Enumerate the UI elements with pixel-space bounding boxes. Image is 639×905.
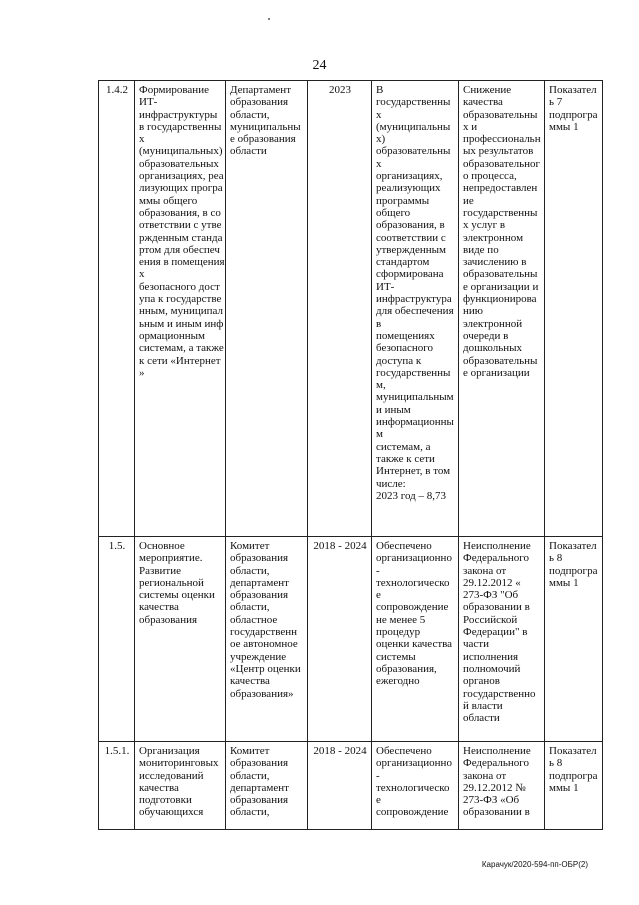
measure-name-line: (муниципальных): [139, 145, 223, 158]
expected-result-line: технологическо: [376, 576, 450, 589]
executor-line: Комитет: [230, 745, 270, 757]
indicator-link-line: ь 8: [549, 757, 563, 770]
expected-result-line: х: [376, 108, 382, 121]
executor-line: образования: [230, 552, 289, 565]
measure-name-line: х: [139, 268, 145, 281]
measure-name-line: региональной: [139, 576, 204, 589]
expected-result-line: реализующих: [376, 182, 441, 195]
table-row: [99, 742, 603, 830]
non-implementation-consequences-line: е организации: [463, 366, 530, 379]
indicator-link-line: Показател: [549, 745, 597, 757]
measure-name-line: организациях, реа: [139, 170, 224, 183]
non-implementation-consequences-line: образовании в: [463, 601, 530, 614]
measure-name-line: ртом для обеспеч: [139, 243, 220, 256]
executor-line: ое автономное: [230, 638, 298, 651]
non-implementation-consequences-line: электронной: [463, 317, 523, 330]
non-implementation-consequences-line: государственно: [463, 687, 536, 700]
expected-result-line: в: [376, 317, 382, 330]
expected-result-line: и иным: [376, 403, 411, 416]
expected-result-line: образования, в: [376, 219, 445, 232]
non-implementation-consequences-line: образовательног: [463, 157, 540, 170]
expected-result-line: х): [376, 133, 386, 146]
measure-name-line: к сети «Интернет: [139, 354, 221, 367]
measure-name-line: в государственны: [139, 120, 222, 133]
measure-name-line: ьным и иным инф: [139, 317, 224, 330]
executor-line: образования: [230, 96, 289, 109]
executor-cell: [226, 742, 308, 830]
non-implementation-consequences-line: е организации и: [463, 280, 539, 293]
measure-name-line: х: [139, 133, 145, 146]
expected-result-cell: [372, 537, 459, 742]
measure-name-line: образования: [139, 613, 198, 626]
non-implementation-consequences-cell: [459, 742, 545, 830]
executor-line: учреждение: [230, 650, 287, 663]
indicator-link-line: Показател: [549, 84, 597, 96]
non-implementation-consequences-line: области: [463, 712, 500, 725]
executor-line: области,: [230, 769, 270, 782]
non-implementation-consequences-line: Федерального: [463, 552, 530, 565]
measure-name-line: ответствии с утве: [139, 219, 222, 232]
executor-line: области,: [230, 601, 270, 614]
measure-name-line: системы оценки: [139, 589, 215, 602]
expected-result-line: образования,: [376, 662, 437, 675]
expected-result-line: общего: [376, 206, 411, 219]
expected-result-line: соответствии с: [376, 231, 446, 244]
expected-result-line: Интернет, в том: [376, 465, 451, 478]
expected-result-line: доступа к: [376, 354, 422, 367]
measure-name-line: нным, муниципал: [139, 305, 223, 318]
scan-speck: [268, 18, 270, 20]
non-implementation-consequences-line: органов: [463, 675, 500, 688]
executor-line: е образования: [230, 133, 296, 146]
expected-result-line: организационно: [376, 757, 452, 770]
expected-result-line: образовательны: [376, 145, 451, 158]
measure-name-line: системам, а также: [139, 342, 224, 355]
non-implementation-consequences-line: исполнения: [463, 650, 519, 663]
measure-name-cell: [135, 742, 226, 830]
non-implementation-consequences-cell: [459, 537, 545, 742]
expected-result-line: Обеспечено: [376, 745, 432, 757]
measure-name-line: Формирование: [139, 84, 209, 96]
non-implementation-consequences-cell: [459, 81, 545, 537]
non-implementation-consequences-line: х услуг в: [463, 219, 506, 232]
non-implementation-consequences-line: профессиональн: [463, 133, 541, 146]
non-implementation-consequences-line: Российской: [463, 613, 518, 626]
indicator-link-line: ь 7: [549, 96, 563, 109]
measure-name-line: Основное: [139, 540, 185, 552]
expected-result-line: сопровождение: [376, 806, 449, 819]
executor-cell: [226, 81, 308, 537]
measure-name-line: Развитие: [139, 564, 182, 577]
expected-result-line: х: [376, 157, 382, 170]
non-implementation-consequences-line: ых результатов: [463, 145, 534, 158]
non-implementation-consequences-line: ие: [463, 194, 474, 207]
executor-line: области,: [230, 108, 270, 121]
expected-result-cell: [372, 742, 459, 830]
non-implementation-consequences-line: нию: [463, 305, 483, 318]
measure-name-line: упа к государстве: [139, 293, 222, 306]
expected-result-line: государственны: [376, 366, 451, 379]
executor-line: государственн: [230, 626, 298, 639]
indicator-link-line: подпрогра: [549, 769, 598, 782]
non-implementation-consequences-line: 29.12.2012 №: [463, 781, 526, 794]
expected-result-line: ИТ-: [376, 280, 395, 293]
executor-line: департамент: [230, 576, 289, 589]
non-implementation-consequences-line: Снижение: [463, 84, 512, 96]
measure-name-line: мониторинговых: [139, 757, 219, 770]
indicator-link-line: ммы 1: [549, 576, 579, 589]
non-implementation-consequences-line: закона от: [463, 564, 507, 577]
indicator-link-line: подпрогра: [549, 108, 598, 121]
non-implementation-consequences-line: непредоставлен: [463, 182, 538, 195]
expected-result-line: Обеспечено: [376, 540, 432, 552]
non-implementation-consequences-line: закона от: [463, 769, 507, 782]
expected-result-line: муниципальным: [376, 391, 454, 404]
expected-result-line: сформирована: [376, 268, 444, 281]
expected-result-line: помещениях: [376, 329, 435, 342]
non-implementation-consequences-line: качества: [463, 96, 503, 109]
executor-line: области,: [230, 564, 270, 577]
measure-name-line: безопасного дост: [139, 280, 220, 293]
table-row: [99, 537, 603, 742]
indicator-link-line: ммы 1: [549, 120, 579, 133]
table-row: [99, 81, 603, 537]
expected-result-line: м: [376, 428, 383, 441]
expected-result-line: информационны: [376, 416, 454, 429]
executor-line: области: [230, 145, 267, 158]
non-implementation-consequences-line: 29.12.2012 «: [463, 576, 521, 589]
non-implementation-consequences-line: виде по: [463, 243, 499, 256]
expected-result-line: организационно: [376, 552, 452, 565]
measure-name-cell: [135, 537, 226, 742]
measure-name-line: ржденным станда: [139, 231, 223, 244]
measure-name-line: исследований: [139, 769, 204, 782]
measure-name-line: Организация: [139, 745, 200, 757]
measure-name-line: ИТ-: [139, 96, 158, 109]
non-implementation-consequences-line: очереди в: [463, 329, 509, 342]
non-implementation-consequences-line: зачислению в: [463, 256, 527, 269]
non-implementation-consequences-line: дошкольных: [463, 342, 522, 355]
non-implementation-consequences-line: электронном: [463, 231, 524, 244]
measure-name-line: подготовки: [139, 794, 192, 807]
measure-name-line: образования, в со: [139, 206, 221, 219]
expected-result-line: процедур: [376, 626, 421, 639]
measure-name-line: ммы общего: [139, 194, 198, 207]
non-implementation-consequences-line: образовательны: [463, 354, 538, 367]
non-implementation-consequences-line: функционирова: [463, 293, 537, 306]
executor-line: Комитет: [230, 540, 270, 552]
executor-line: образования: [230, 757, 289, 770]
period-cell: 2018 - 2024: [308, 537, 372, 742]
measure-name-cell: [135, 81, 226, 537]
expected-result-line: инфраструктура: [376, 293, 452, 306]
expected-result-line: оценки качества: [376, 638, 453, 651]
non-implementation-consequences-line: Федерального: [463, 757, 530, 770]
row-number-cell: 1.5.1.: [99, 742, 135, 830]
non-implementation-consequences-line: 273-ФЗ "Об: [463, 589, 519, 602]
executor-line: муниципальны: [230, 120, 301, 133]
expected-result-line: утвержденным: [376, 243, 447, 256]
measure-name-line: обучающихся: [139, 806, 204, 819]
expected-result-line: системам, а: [376, 440, 431, 453]
measure-name-line: инфраструктуры: [139, 108, 218, 121]
measure-name-line: ения в помещения: [139, 256, 225, 269]
period-cell: 2023: [308, 81, 372, 537]
indicator-link-cell: [545, 81, 603, 537]
expected-result-line: числе:: [376, 477, 406, 490]
executor-line: Департамент: [230, 84, 292, 96]
expected-result-line: -: [376, 769, 380, 782]
expected-result-line: В: [376, 84, 384, 96]
non-implementation-consequences-line: полномочий: [463, 662, 521, 675]
non-implementation-consequences-line: образовательны: [463, 108, 538, 121]
executor-line: качества: [230, 675, 270, 688]
non-implementation-consequences-line: Неисполнение: [463, 540, 531, 552]
expected-result-line: -: [376, 564, 380, 577]
non-implementation-consequences-line: 273-ФЗ «Об: [463, 794, 520, 807]
expected-result-line: м,: [376, 379, 386, 392]
expected-result-cell: [372, 81, 459, 537]
executor-line: «Центр оценки: [230, 662, 301, 675]
non-implementation-consequences-line: о процесса,: [463, 170, 517, 183]
executor-line: департамент: [230, 781, 289, 794]
expected-result-line: программы: [376, 194, 430, 207]
measure-name-line: образовательных: [139, 157, 219, 170]
expected-result-line: не менее 5: [376, 613, 426, 626]
measure-name-line: лизующих програ: [139, 182, 223, 195]
expected-result-line: стандартом: [376, 256, 430, 269]
executor-line: образования»: [230, 687, 294, 700]
expected-result-line: для обеспечения: [376, 305, 454, 318]
indicator-link-cell: [545, 742, 603, 830]
indicator-link-line: ь 8: [549, 552, 563, 565]
expected-result-line: (муниципальны: [376, 120, 451, 133]
executor-line: областное: [230, 613, 278, 626]
page-number: 24: [312, 58, 327, 73]
expected-result-line: государственны: [376, 96, 451, 109]
executor-line: образования: [230, 794, 289, 807]
non-implementation-consequences-line: й власти: [463, 699, 503, 712]
non-implementation-consequences-line: образовании в: [463, 806, 530, 819]
non-implementation-consequences-line: Неисполнение: [463, 745, 531, 757]
indicator-link-line: ммы 1: [549, 781, 579, 794]
expected-result-line: сопровождение: [376, 601, 449, 614]
measure-name-line: мероприятие.: [139, 552, 203, 565]
indicator-link-line: Показател: [549, 540, 597, 552]
expected-result-line: системы: [376, 650, 416, 663]
indicator-link-cell: [545, 537, 603, 742]
expected-result-line: также к сети: [376, 452, 435, 465]
measures-table: [98, 80, 603, 830]
non-implementation-consequences-line: образовательны: [463, 268, 538, 281]
measure-name-line: качества: [139, 781, 179, 794]
expected-result-line: организациях,: [376, 170, 443, 183]
non-implementation-consequences-line: государственны: [463, 206, 538, 219]
expected-result-line: е: [376, 794, 381, 807]
period-cell: 2018 - 2024: [308, 742, 372, 830]
measure-name-line: »: [139, 366, 145, 379]
measure-name-line: ормационным: [139, 329, 205, 342]
expected-result-line: безопасного: [376, 342, 434, 355]
indicator-link-line: подпрогра: [549, 564, 598, 577]
measure-name-line: качества: [139, 601, 179, 614]
non-implementation-consequences-line: части: [463, 638, 489, 651]
expected-result-line: технологическо: [376, 781, 450, 794]
expected-result-line: 2023 год – 8,73: [376, 489, 447, 502]
non-implementation-consequences-line: х и: [463, 120, 478, 133]
row-number-cell: 1.4.2: [99, 81, 135, 537]
row-number-cell: 1.5.: [99, 537, 135, 742]
executor-cell: [226, 537, 308, 742]
executor-line: образования: [230, 589, 289, 602]
expected-result-line: е: [376, 589, 381, 602]
non-implementation-consequences-line: Федерации" в: [463, 626, 528, 639]
expected-result-line: ежегодно: [376, 675, 420, 688]
executor-line: области,: [230, 806, 270, 819]
document-footer-code: Карачук/2020-594-пп-ОБР(2): [481, 860, 588, 869]
